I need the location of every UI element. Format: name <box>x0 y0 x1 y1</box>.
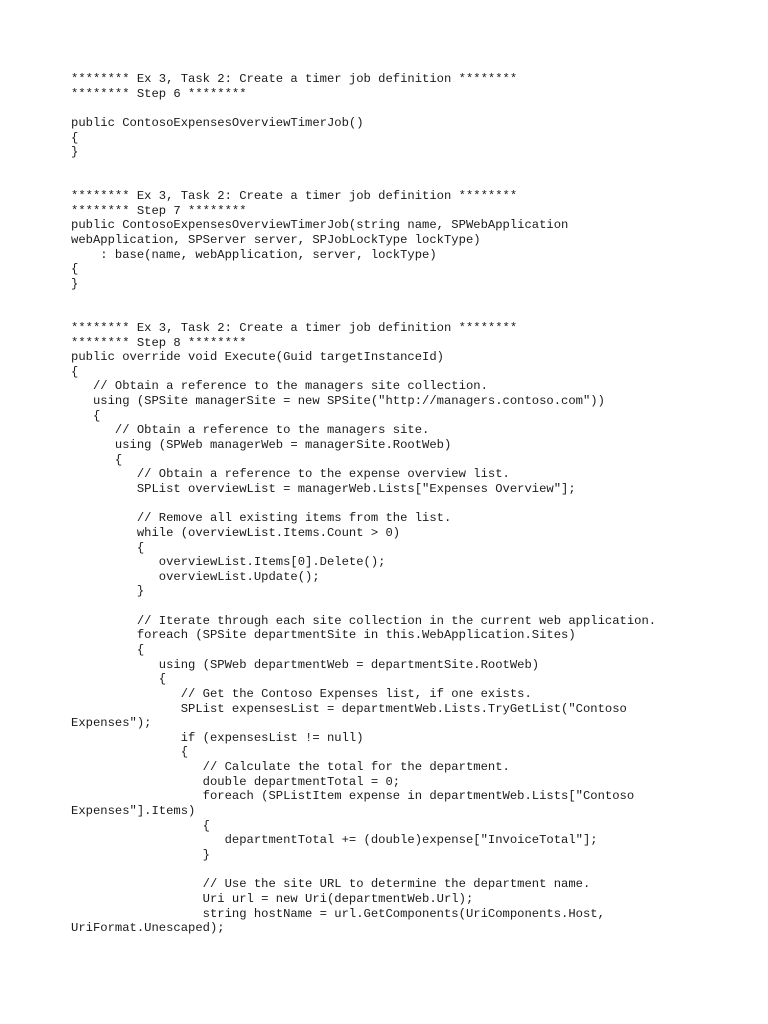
code-line: { <box>71 408 101 423</box>
code-line <box>71 306 751 321</box>
code-line: using (SPSite managerSite = new SPSite("http://managers.contoso.com")) <box>71 394 605 409</box>
code-line: // Obtain a reference to the managers site. <box>71 423 430 438</box>
code-line <box>71 599 751 614</box>
code-line: using (SPWeb departmentWeb = departmentSite.RootWeb) <box>71 657 540 672</box>
code-line: overviewList.Update(); <box>71 569 320 584</box>
code-line: string hostName = url.GetComponents(UriComponents.Host, <box>71 906 605 921</box>
code-line: foreach (SPListItem expense in departmentWeb.Lists["Contoso <box>71 789 635 804</box>
code-line: { <box>71 745 189 760</box>
code-line: ******** Step 7 ******** <box>71 203 247 218</box>
code-line: ******** Ex 3, Task 2: Create a timer job definition ******** <box>71 320 518 335</box>
code-line: { <box>71 130 79 145</box>
code-line: { <box>71 540 145 555</box>
code-line: UriFormat.Unescaped); <box>71 921 225 936</box>
code-line: foreach (SPSite departmentSite in this.WebApplication.Sites) <box>71 628 576 643</box>
code-line: } <box>71 276 79 291</box>
code-line: : base(name, webApplication, server, lockType) <box>71 247 437 262</box>
code-line: SPList overviewList = managerWeb.Lists["Expenses Overview"]; <box>71 481 576 496</box>
code-line: ******** Step 6 ******** <box>71 86 247 101</box>
code-line: } <box>71 847 210 862</box>
code-line: // Calculate the total for the department. <box>71 760 510 775</box>
code-line <box>71 160 751 175</box>
code-line: // Iterate through each site collection in the current web application. <box>71 613 657 628</box>
code-line: } <box>71 145 79 160</box>
code-line: double departmentTotal = 0; <box>71 774 401 789</box>
code-line: departmentTotal += (double)expense["InvoiceTotal"]; <box>71 833 598 848</box>
code-line: ******** Step 8 ******** <box>71 335 247 350</box>
code-line: Expenses"); <box>71 716 152 731</box>
code-line: // Get the Contoso Expenses list, if one exists. <box>71 686 532 701</box>
code-line: public ContosoExpensesOverviewTimerJob() <box>71 115 364 130</box>
code-line: { <box>71 262 79 277</box>
code-line: SPList expensesList = departmentWeb.Lists.TryGetList("Contoso <box>71 701 627 716</box>
code-line: overviewList.Items[0].Delete(); <box>71 555 386 570</box>
code-line: { <box>71 364 79 379</box>
code-line: Uri url = new Uri(departmentWeb.Url); <box>71 891 474 906</box>
code-line: { <box>71 818 210 833</box>
code-line: // Obtain a reference to the managers site collection. <box>71 379 488 394</box>
code-line <box>71 497 751 512</box>
code-line: using (SPWeb managerWeb = managerSite.RootWeb) <box>71 438 452 453</box>
code-line: while (overviewList.Items.Count > 0) <box>71 525 401 540</box>
code-line: webApplication, SPServer server, SPJobLockType lockType) <box>71 233 481 248</box>
code-line: { <box>71 452 123 467</box>
code-line: ******** Ex 3, Task 2: Create a timer job definition ******** <box>71 189 518 204</box>
code-line <box>71 863 751 878</box>
code-line: // Obtain a reference to the expense overview list. <box>71 467 510 482</box>
code-line: ******** Ex 3, Task 2: Create a timer job definition ******** <box>71 72 518 86</box>
code-line: public override void Execute(Guid targetInstanceId) <box>71 350 444 365</box>
code-line: public ContosoExpensesOverviewTimerJob(string name, SPWebApplication <box>71 218 569 233</box>
code-document <box>71 72 751 936</box>
code-line: } <box>71 584 145 599</box>
code-line: Expenses"].Items) <box>71 804 196 819</box>
code-line: { <box>71 642 145 657</box>
code-line <box>71 174 751 189</box>
code-line: // Remove all existing items from the list. <box>71 511 452 526</box>
code-line <box>71 292 751 307</box>
code-line <box>71 101 751 116</box>
code-line: // Use the site URL to determine the department name. <box>71 877 591 892</box>
code-line: { <box>71 672 167 687</box>
code-line: if (expensesList != null) <box>71 730 364 745</box>
